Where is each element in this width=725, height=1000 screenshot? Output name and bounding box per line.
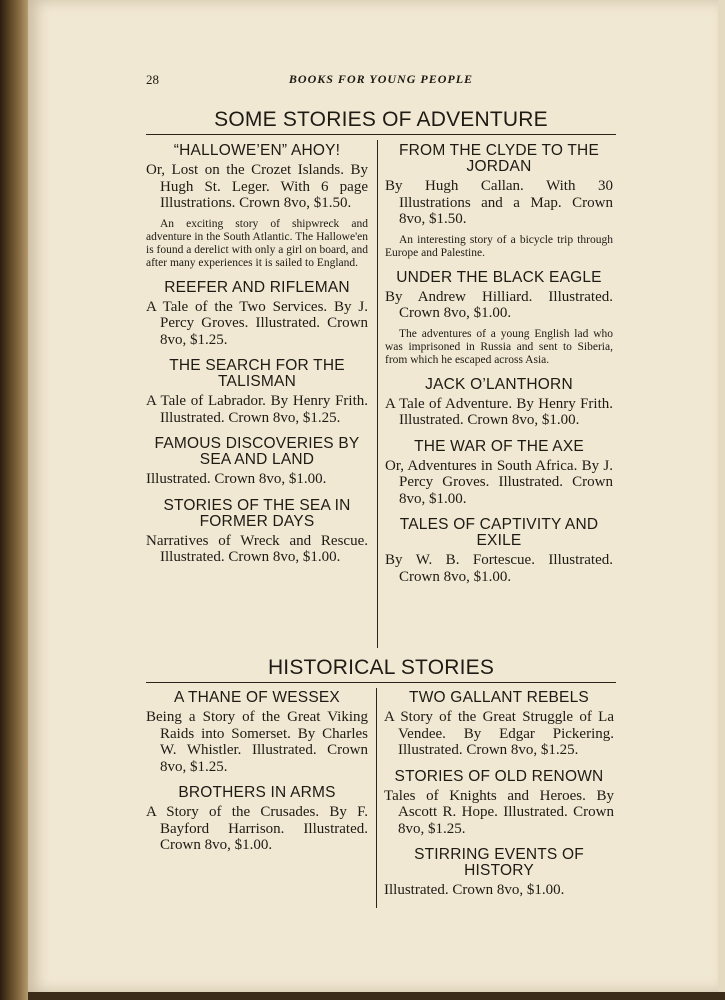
book-description: Illustrated. Crown 8vo, $1.00. — [384, 882, 565, 898]
book-description: A Tale of Labrador. By Henry Frith. Illustrated. Crown 8vo, $1.25. — [146, 393, 368, 426]
book-entry — [146, 690, 368, 775]
page-number: 28 — [146, 72, 159, 87]
book-description: Illustrated. Crown 8vo, $1.00. — [146, 471, 327, 487]
book-description: A Tale of the Two Services. By J. Percy Groves. Illustrated. Crown 8vo, $1.25. — [146, 298, 368, 348]
book-description: Or, Lost on the Crozet Islands. By Hugh St. Leger. With 6 page Illustrations. Crown 8vo, $1.50. — [146, 162, 368, 211]
book-description: Narratives of Wreck and Rescue. Illustrated. Crown 8vo, $1.00. — [146, 532, 368, 565]
column-divider — [377, 140, 378, 648]
book-entry — [146, 498, 368, 566]
book-page — [28, 0, 718, 992]
book-title: A THANE OF WESSEX — [174, 689, 340, 706]
book-entry — [146, 143, 368, 270]
book-description: Being a Story of the Great Viking Raids into Somerset. By Charles W. Whistler. Illustrated. Crown 8vo, $1.25. — [146, 709, 368, 775]
book-title: THE WAR OF THE AXE — [414, 437, 584, 455]
book-description: A Story of the Crusades. By F. Bayford Harrison. Illustrated. Crown 8vo, $1.00. — [146, 804, 368, 853]
book-description: A Tale of Adventure. By Henry Frith. Illustrated. Crown 8vo, $1.00. — [385, 395, 613, 428]
running-head-title: BOOKS FOR YOUNG PEOPLE — [288, 72, 474, 86]
book-description: Tales of Knights and Heroes. By Ascott R. Hope. Illustrated. Crown 8vo, $1.25. — [384, 787, 614, 837]
book-description: By W. B. Fortescue. Illustrated. Crown 8vo, $1.00. — [385, 552, 613, 585]
book-description: By Hugh Callan. With 30 Illustrations and a Map. Crown 8vo, $1.50. — [385, 178, 613, 227]
section1-right-column — [385, 143, 613, 595]
book-note: An exciting story of shipwreck and adventure in the South Atlantic. The Hallowe'en is found a derelict with only a girl on board, and after many experiences it is sailed to England. — [146, 217, 368, 269]
book-entry — [385, 517, 613, 585]
book-entry — [146, 358, 368, 426]
book-note: The adventures of a young English lad who was imprisoned in Russia and sent to Siberia, from which he escaped across Asia. — [385, 327, 613, 366]
section-rule — [146, 134, 616, 135]
book-title: STIRRING EVENTS OF HISTORY — [414, 846, 584, 879]
book-entry — [146, 436, 368, 488]
section1-left-column — [146, 143, 368, 576]
book-note: An interesting story of a bicycle trip through Europe and Palestine. — [385, 233, 613, 259]
book-entry — [384, 769, 614, 838]
book-description: By Andrew Hilliard. Illustrated. Crown 8vo, $1.00. — [385, 288, 613, 321]
book-binding — [0, 0, 28, 1000]
book-entry — [384, 690, 614, 759]
book-title: REEFER AND RIFLEMAN — [164, 278, 350, 296]
book-description: Or, Adventures in South Africa. By J. Percy Groves. Illustrated. Crown 8vo, $1.00. — [385, 457, 613, 507]
page-edge — [718, 0, 725, 1000]
book-title: TWO GALLANT REBELS — [409, 689, 589, 706]
section-title-historical: HISTORICAL STORIES — [267, 656, 495, 679]
book-entry — [385, 270, 613, 367]
section-rule — [146, 682, 616, 683]
book-description: A Story of the Great Struggle of La Vendee. By Edgar Pickering. Illustrated. Crown 8vo, $1.25. — [384, 709, 614, 758]
section2-right-column — [384, 690, 614, 909]
book-title: FROM THE CLYDE TO THE JORDAN — [399, 142, 599, 175]
book-entry — [385, 377, 613, 429]
book-title: FAMOUS DISCOVERIES BY SEA AND LAND — [154, 435, 360, 468]
book-entry — [146, 280, 368, 349]
book-title: STORIES OF THE SEA IN FORMER DAYS — [163, 496, 351, 530]
book-title: BROTHERS IN ARMS — [178, 784, 336, 801]
section2-left-column — [146, 690, 368, 864]
section-title-adventure: SOME STORIES OF ADVENTURE — [214, 108, 548, 131]
book-title: “HALLOWE’EN” AHOY! — [173, 142, 341, 159]
book-entry — [384, 847, 614, 899]
book-title: THE SEARCH FOR THE TALISMAN — [169, 357, 345, 390]
page-bottom-edge — [28, 992, 725, 1000]
book-title: STORIES OF OLD RENOWN — [394, 767, 604, 785]
book-title: UNDER THE BLACK EAGLE — [396, 268, 602, 286]
book-entry — [385, 143, 613, 260]
book-entry — [385, 439, 613, 508]
book-title: TALES OF CAPTIVITY AND EXILE — [399, 516, 599, 549]
book-entry — [146, 785, 368, 854]
running-header — [146, 72, 616, 90]
book-title: JACK O’LANTHORN — [425, 375, 573, 393]
column-divider — [376, 688, 377, 908]
